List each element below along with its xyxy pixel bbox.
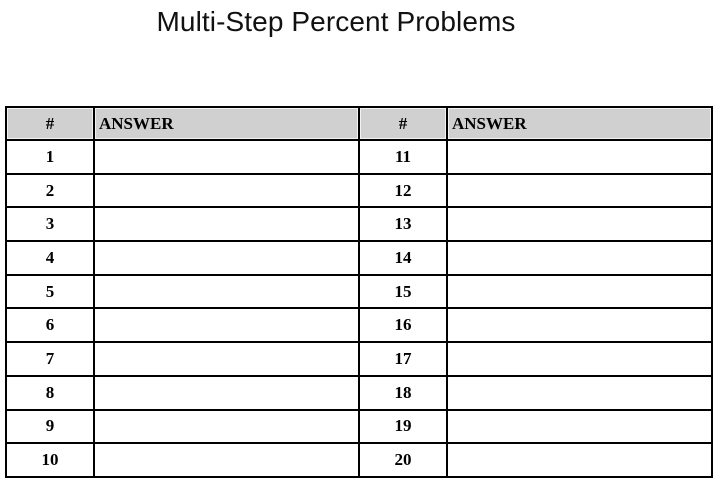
answer-cell[interactable] — [94, 275, 359, 309]
question-number: 16 — [359, 308, 447, 342]
answer-cell[interactable] — [447, 443, 712, 477]
table-row — [6, 275, 712, 309]
answer-cell[interactable] — [94, 140, 359, 174]
question-number: 20 — [359, 443, 447, 477]
question-number: 13 — [359, 207, 447, 241]
header-answer-left: ANSWER — [94, 107, 359, 140]
question-number: 3 — [6, 207, 94, 241]
answer-cell[interactable] — [447, 174, 712, 208]
question-number: 8 — [6, 376, 94, 410]
answer-cell[interactable] — [94, 207, 359, 241]
question-number: 19 — [359, 410, 447, 444]
question-number: 18 — [359, 376, 447, 410]
table-row — [6, 207, 712, 241]
answer-table — [5, 106, 713, 478]
answer-cell[interactable] — [94, 376, 359, 410]
header-number-left: # — [6, 107, 94, 140]
question-number: 6 — [6, 308, 94, 342]
question-number: 14 — [359, 241, 447, 275]
table-row — [6, 342, 712, 376]
question-number: 17 — [359, 342, 447, 376]
question-number: 5 — [6, 275, 94, 309]
answer-cell[interactable] — [94, 174, 359, 208]
answer-cell[interactable] — [447, 376, 712, 410]
answer-cell[interactable] — [447, 140, 712, 174]
table-row — [6, 376, 712, 410]
question-number: 7 — [6, 342, 94, 376]
answer-cell[interactable] — [94, 342, 359, 376]
question-number: 12 — [359, 174, 447, 208]
question-number: 4 — [6, 241, 94, 275]
table-row — [6, 443, 712, 477]
answer-cell[interactable] — [94, 241, 359, 275]
question-number: 9 — [6, 410, 94, 444]
table-header-row — [6, 107, 712, 140]
answer-cell[interactable] — [94, 308, 359, 342]
question-number: 10 — [6, 443, 94, 477]
answer-cell[interactable] — [447, 241, 712, 275]
table-row — [6, 140, 712, 174]
answer-cell[interactable] — [94, 443, 359, 477]
answer-cell[interactable] — [447, 342, 712, 376]
answer-cell[interactable] — [447, 207, 712, 241]
question-number: 1 — [6, 140, 94, 174]
answer-cell[interactable] — [94, 410, 359, 444]
table-row — [6, 410, 712, 444]
question-number: 11 — [359, 140, 447, 174]
answer-cell[interactable] — [447, 308, 712, 342]
page-title: Multi-Step Percent Problems — [156, 6, 516, 37]
answer-cell[interactable] — [447, 410, 712, 444]
answer-cell[interactable] — [447, 275, 712, 309]
header-number-right: # — [359, 107, 447, 140]
question-number: 2 — [6, 174, 94, 208]
question-number: 15 — [359, 275, 447, 309]
table-row — [6, 308, 712, 342]
header-answer-right: ANSWER — [447, 107, 712, 140]
table-row — [6, 241, 712, 275]
table-row — [6, 174, 712, 208]
